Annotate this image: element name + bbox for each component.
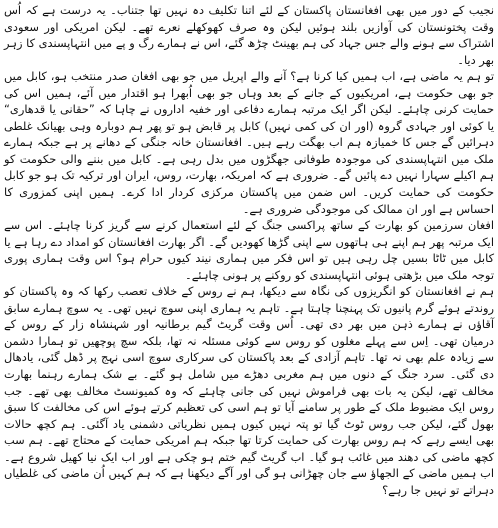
article-paragraph: نجیب کے دور میں بھی افغانستان پاکستان کے لئے اتنا تکلیف دہ نہیں تھا جتناب۔ یہ درست ہے کہ اُس وقت پختونستان کی آوازیں بلند ہوئیں لیکن وہ صرف کھوکھلے نعرے تھے۔ لیکن امریکی اور سعودی اشتراک سے ہونے والے جس جہاد کی ہم بھینٹ چڑھ گئے، اس نے ہمارے رگ و پے میں انتہاپسندی کا زہر بھر دیا۔: [4, 3, 494, 67]
article-paragraph: ہم نے افغانستان کو انگریزوں کی نگاہ سے دیکھا، ہم نے روس کے خلاف تعصب رکھا کہ وہ پاکستان کو روندتے ہوئے گرم پانیوں تک پہنچنا چاہتا ہے۔ تاہم یہ ہماری اپنی سوچ نہیں تھی۔ یہ سوچ ہمارے سابق آقاؤں نے ہمارے ذہن میں بھر دی تھی۔ اُس وقت گریٹ گیم برطانیہ اور شہنشاہ زار کے روس کے درمیان تھی۔ اِس سے پہلے مغلوں کو روس سے کوئی مسئلہ نہ تھا، بلکہ سچ پوچھیں تو ہمارا دشمن سے زیادہ علم بھی نہ تھا۔ تاہم آزادی کے بعد پاکستان کی سرکاری سوچ اسی نہج پر ڈھل گئی، یادھال دی گئی۔ سرد جنگ کے دنوں میں ہم مغربی دھڑے میں شامل ہو گئے۔ بے شک ہمارے رہنما بھارت مخالف تھے، لیکن یہ بات بھی فراموش نہیں کی جانی چاہئے کہ وہ کمیونسٹ مخالف بھی تھے۔ جب روس ایک مضبوط ملک کے طور پر سامنے آیا تو ہم اسی کی تعظیم کرتے ہوئے اس کی مخالفت کا سبق بھول گئے، لیکن جب روس ٹوٹ گیا تو پتہ نہیں کیوں ہمیں نظریاتی دشمنی یاد آگئی۔ ہم کچھ حالات بھی ایسے رہے کہ ہم روس بھارت کی حمایت کرتا تھا جبکہ ہم امریکی حمایت کے محتاج تھے۔ ہم سب کچھ ماضی کی دھند میں غائب ہو گیا۔ اب گریٹ گیم ختم ہو چکی ہے اور اب ایک نیا کھیل شروع ہے۔ اب ہمیں ماضی کے الجھاؤ سے جان چھڑانی ہو گی اور آگے دیکھنا ہے کہ ہم کہیں اُن ماضی کی غلطیاں دہراتے تو نہیں جا رہے؟: [4, 284, 494, 497]
article-paragraph: افغان سرزمین کو بھارت کے ساتھ پراکسی جنگ کے لئے استعمال کرنے سے گریز کرنا چاہئے۔ اس سے ایک مرتبہ پھر ہم اپنے ہی ہاتھوں سے اپنی گڑھا کھودیں گے۔ اگر بھارت افغانستان کو امداد دے رہا ہے یا کابل میں ٹاٹا بسیں چل رہی ہیں تو اس فکر میں ہماری نیند کیوں حرام ہو؟ اس وقت ہماری پوری توجہ ملک میں بڑھتی ہوئی انتہاپسندی کو روکنے پر ہونی چاہئے۔: [4, 218, 494, 282]
article-paragraph: تو ہم یہ ماضی ہے، اب ہمیں کیا کرنا ہے؟ آنے والے اپریل میں جو بھی افغان صدر منتخب ہو، کابل میں جو بھی حکومت ہے، امریکیوں کے جانے کے بعد وہاں جو بھی اُبھرا ہو اقتدار میں آئے، ہمیں اس کی حمایت کرنی چاہئے۔ لیکن اگر ایک مرتبہ ہمارے دفاعی اور خفیہ اداروں نے چاہا کہ ”حقانی یا قدھاری“ یا کوئی اور جہادی گروہ (اور ان کی کمی نہیں) کابل پر قابض ہو تو پھر ہم دوبارہ وہی بھیانک غلطی دہرائیں گے جس کا خمیازہ ہم اب بھگت رہے ہیں۔ افغانستان خانہ جنگی کے دھانے پر ہے جبکہ ہمارے ملک میں انتہاپسندی کی موجودہ طوفانی جھگڑوں میں بدل رہی ہے۔ کابل میں بننے والی حکومت کو ہم اکیلے سہارا نہیں دے پائیں گے۔ ضروری ہے کہ امریکہ، بھارت، روس، ایران اور ترکیہ تک ہو جو کابل حکومت کی حمایت کریں۔ اس ضمن میں پاکستان مرکزی کردار ادا کرے۔ ہمیں اپنی کمزوری کا احساس ہے اور ان ممالک کی موجودگی ضروری ہے۔: [4, 69, 494, 216]
